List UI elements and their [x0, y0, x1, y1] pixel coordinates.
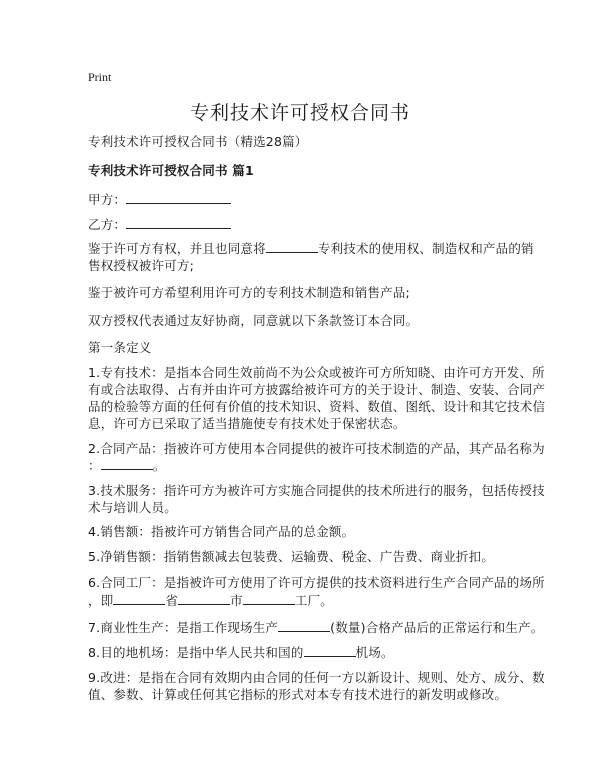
item-1-line: 有或合法取得、占有并由许可方披露给被许可方的关于设计、制造、安装、合同产	[88, 382, 546, 397]
province-blank	[113, 592, 165, 605]
item-5: 5.净销售额：指销售额减去包装费、运输费、税金、广告费、商业折扣。	[88, 549, 495, 564]
item-1-line: 息，许可方已采取了适当措施使专有技术处于保密状态。	[88, 416, 406, 431]
text: 专利技术的使用权、制造权和产品的销	[317, 241, 534, 256]
section-heading: 专利技术许可授权合同书 篇1	[88, 163, 254, 178]
item-3-line: 3.技术服务：指许可方为被许可方实施合同提供的技术所进行的服务，包括传授技	[88, 483, 545, 498]
paragraph-2: 鉴于被许可方希望利用许可方的专利技术制造和销售产品;	[88, 285, 410, 300]
text: 机场。	[355, 645, 394, 660]
text: 省	[165, 593, 179, 608]
document-title: 专利技术许可授权合同书	[189, 102, 410, 124]
item-6-line-2	[88, 592, 333, 609]
party-a-label: 甲方：	[88, 192, 127, 207]
paragraph-1-line-1	[88, 240, 534, 257]
party-b-label: 乙方：	[88, 217, 127, 232]
item-1-line: 品的检验等方面的任何有价值的技术知识、资料、数值、图纸、设计和其它技术信	[88, 399, 546, 414]
factory-blank	[243, 592, 295, 605]
item-7	[88, 619, 544, 636]
item-9-line: 值、参数、计算或任何其它指标的形式对本专有技术进行的新发明或修改。	[88, 687, 508, 702]
text: ，即	[88, 593, 114, 608]
text: 工厂。	[294, 593, 333, 608]
text: ：	[88, 458, 101, 473]
airport-blank	[304, 644, 356, 657]
quantity-blank	[278, 619, 330, 632]
paragraph-1-line-2: 售权授权被许可方;	[88, 258, 195, 273]
item-4: 4.销售额：指被许可方销售合同产品的总金额。	[88, 524, 355, 539]
item-9-line: 9.改进：是指在合同有效期内由合同的任何一方以新设计、规则、处方、成分、数	[88, 670, 545, 685]
item-2-line-1: 2.合同产品：指被许可方使用本合同提供的被许可技术制造的产品，其产品名称为	[88, 441, 545, 456]
party-b	[88, 216, 231, 233]
text: 鉴于许可方有权，并且也同意将	[88, 241, 266, 256]
text: 。	[152, 458, 166, 473]
text: 市	[230, 593, 243, 608]
item-1-line: 1.专有技术：是指本合同生效前尚不为公众或被许可方所知晓、由许可方开发、所	[88, 365, 545, 380]
party-b-blank	[126, 216, 231, 229]
text: 7.商业性生产：是指工作现场生产	[88, 620, 279, 635]
party-a	[88, 191, 231, 208]
subtitle: 专利技术许可授权合同书（精选28篇）	[88, 134, 308, 149]
item-8	[88, 644, 394, 661]
item-2-line-2	[88, 457, 165, 474]
print-label[interactable]: Print	[88, 70, 112, 84]
article-1-heading: 第一条定义	[88, 340, 152, 355]
paragraph-3: 双方授权代表通过友好协商，同意就以下条款签订本合同。	[88, 313, 419, 328]
text: 8.目的地机场：是指中华人民共和国的	[88, 645, 304, 660]
city-blank	[178, 592, 230, 605]
blank	[266, 240, 318, 253]
text: (数量)合格产品后的正常运行和生产。	[330, 620, 544, 635]
item-6-line-1: 6.合同工厂：是指被许可方使用了许可方提供的技术资料进行生产合同产品的场所	[88, 575, 545, 590]
product-name-blank	[101, 457, 153, 470]
item-3-line: 术与培训人员。	[88, 500, 177, 515]
party-a-blank	[126, 191, 231, 204]
